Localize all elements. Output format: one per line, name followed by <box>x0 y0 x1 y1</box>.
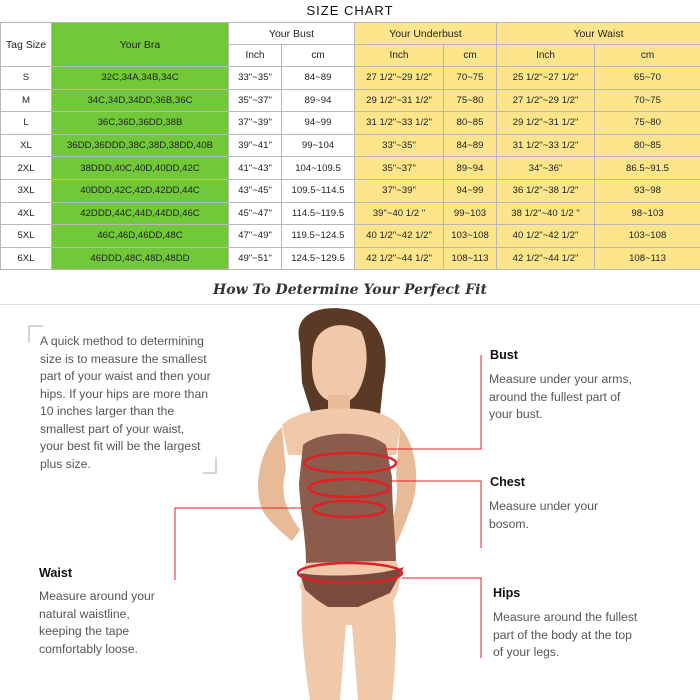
bust-text: Measure under your arms, around the fullest part of your bust. <box>489 372 632 421</box>
bra-cell: 34C,34D,34DD,36B,36C <box>52 89 229 112</box>
bra-header: Your Bra <box>52 23 229 67</box>
waist-inch-cell: 34"~36" <box>497 157 595 180</box>
tag-size-cell: 4XL <box>1 202 52 225</box>
bust-cm-header: cm <box>282 45 355 67</box>
waist-inch-cell: 31 1/2"~33 1/2" <box>497 134 595 157</box>
tag-size-cell: XL <box>1 134 52 157</box>
underbust-cm-cell: 80~85 <box>444 112 497 135</box>
underbust-cm-cell: 70~75 <box>444 67 497 90</box>
underbust-inch-cell: 33"~35" <box>355 134 444 157</box>
bust-inch-header: Inch <box>229 45 282 67</box>
bust-cm-cell: 114.5~119.5 <box>282 202 355 225</box>
tag-size-cell: 5XL <box>1 225 52 248</box>
waist-cm-cell: 98~103 <box>595 202 700 225</box>
tag-size-cell: 3XL <box>1 179 52 202</box>
size-chart <box>0 0 700 272</box>
table-row <box>1 247 700 270</box>
table-row <box>1 112 700 135</box>
waist-cm-cell: 80~85 <box>595 134 700 157</box>
hips-title: Hips <box>493 586 521 600</box>
table-row <box>1 179 700 202</box>
tag-size-header: Tag Size <box>1 23 52 67</box>
waist-header: Your Waist <box>497 23 700 45</box>
fit-title: How To Determine Your Perfect Fit <box>213 282 487 298</box>
underbust-inch-cell: 42 1/2"~44 1/2" <box>355 247 444 270</box>
hips-text: Measure around the fullest part of the body at the top of your legs. <box>493 610 638 659</box>
bust-cm-cell: 109.5~114.5 <box>282 179 355 202</box>
bust-inch-cell: 43"~45" <box>229 179 282 202</box>
intro-text: A quick method to determining size is to measure the smallest part of your waist and then your hips. If your hips are more than 10 inches larger than the smallest part of your waist, your best fit will be the largest plus size. <box>40 334 211 471</box>
waist-text: Measure around your natural waistline, keeping the tape comfortably loose. <box>39 589 155 656</box>
tag-size-cell: S <box>1 67 52 90</box>
bust-cm-cell: 99~104 <box>282 134 355 157</box>
underbust-inch-cell: 37"~39" <box>355 179 444 202</box>
bust-inch-cell: 47"~49" <box>229 225 282 248</box>
bra-cell: 46C,46D,46DD,48C <box>52 225 229 248</box>
bust-cm-cell: 89~94 <box>282 89 355 112</box>
waist-cm-cell: 75~80 <box>595 112 700 135</box>
underbust-cm-cell: 89~94 <box>444 157 497 180</box>
waist-cm-cell: 93~98 <box>595 179 700 202</box>
bust-inch-cell: 49"~51" <box>229 247 282 270</box>
bust-cm-cell: 84~89 <box>282 67 355 90</box>
underbust-cm-cell: 108~113 <box>444 247 497 270</box>
bust-cm-cell: 119.5~124.5 <box>282 225 355 248</box>
bra-cell: 42DDD,44C,44D,44DD,46C <box>52 202 229 225</box>
bra-cell: 40DDD,42C,42D,42DD,44C <box>52 179 229 202</box>
bust-inch-cell: 39"~41" <box>229 134 282 157</box>
waist-cm-cell: 65~70 <box>595 67 700 90</box>
underbust-cm-cell: 94~99 <box>444 179 497 202</box>
waist-inch-cell: 42 1/2"~44 1/2" <box>497 247 595 270</box>
bust-inch-cell: 41"~43" <box>229 157 282 180</box>
table-row <box>1 202 700 225</box>
table-row <box>1 89 700 112</box>
bust-title: Bust <box>490 348 518 362</box>
bust-header: Your Bust <box>229 23 355 45</box>
underbust-inch-cell: 35"~37" <box>355 157 444 180</box>
tag-size-cell: 6XL <box>1 247 52 270</box>
waist-inch-cell: 25 1/2"~27 1/2" <box>497 67 595 90</box>
hips-callout <box>402 578 481 658</box>
waist-inch-cell: 38 1/2"~40 1/2 " <box>497 202 595 225</box>
bust-inch-cell: 37"~39" <box>229 112 282 135</box>
chest-title: Chest <box>490 475 525 489</box>
waist-inch-header: Inch <box>497 45 595 67</box>
waist-cm-cell: 108~113 <box>595 247 700 270</box>
underbust-header: Your Underbust <box>355 23 497 45</box>
table-row <box>1 157 700 180</box>
tag-size-cell: M <box>1 89 52 112</box>
underbust-inch-cell: 27 1/2"~29 1/2" <box>355 67 444 90</box>
underbust-cm-cell: 75~80 <box>444 89 497 112</box>
waist-cm-cell: 86.5~91.5 <box>595 157 700 180</box>
table-row <box>1 225 700 248</box>
underbust-cm-header: cm <box>444 45 497 67</box>
chest-text: Measure under your bosom. <box>489 499 599 531</box>
bust-cm-cell: 104~109.5 <box>282 157 355 180</box>
underbust-cm-cell: 99~103 <box>444 202 497 225</box>
bra-cell: 32C,34A,34B,34C <box>52 67 229 90</box>
underbust-inch-cell: 31 1/2"~33 1/2" <box>355 112 444 135</box>
waist-cm-cell: 70~75 <box>595 89 700 112</box>
underbust-inch-cell: 29 1/2"~31 1/2" <box>355 89 444 112</box>
underbust-inch-header: Inch <box>355 45 444 67</box>
bra-cell: 38DDD,40C,40D,40DD,42C <box>52 157 229 180</box>
waist-inch-cell: 27 1/2"~29 1/2" <box>497 89 595 112</box>
underbust-inch-cell: 40 1/2"~42 1/2" <box>355 225 444 248</box>
waist-inch-cell: 29 1/2"~31 1/2" <box>497 112 595 135</box>
underbust-cm-cell: 84~89 <box>444 134 497 157</box>
waist-cm-cell: 103~108 <box>595 225 700 248</box>
size-table-body <box>1 67 700 270</box>
waist-cm-header: cm <box>595 45 700 67</box>
underbust-inch-cell: 39"~40 1/2 " <box>355 202 444 225</box>
bust-cm-cell: 124.5~129.5 <box>282 247 355 270</box>
bust-inch-cell: 35"~37" <box>229 89 282 112</box>
bust-cm-cell: 94~99 <box>282 112 355 135</box>
table-row <box>1 134 700 157</box>
waist-inch-cell: 40 1/2"~42 1/2" <box>497 225 595 248</box>
bust-inch-cell: 45"~47" <box>229 202 282 225</box>
waist-title: Waist <box>39 566 73 580</box>
size-table <box>0 22 700 270</box>
tag-size-cell: 2XL <box>1 157 52 180</box>
table-row <box>1 67 700 90</box>
waist-inch-cell: 36 1/2"~38 1/2" <box>497 179 595 202</box>
underbust-cm-cell: 103~108 <box>444 225 497 248</box>
size-chart-title: SIZE CHART <box>306 3 394 18</box>
bust-inch-cell: 33"~35" <box>229 67 282 90</box>
bra-cell: 46DDD,48C,48D,48DD <box>52 247 229 270</box>
bra-cell: 36C,36D,36DD,38B <box>52 112 229 135</box>
model-silhouette <box>258 308 416 700</box>
tag-size-cell: L <box>1 112 52 135</box>
bra-cell: 36DD,36DDD,38C,38D,38DD,40B <box>52 134 229 157</box>
